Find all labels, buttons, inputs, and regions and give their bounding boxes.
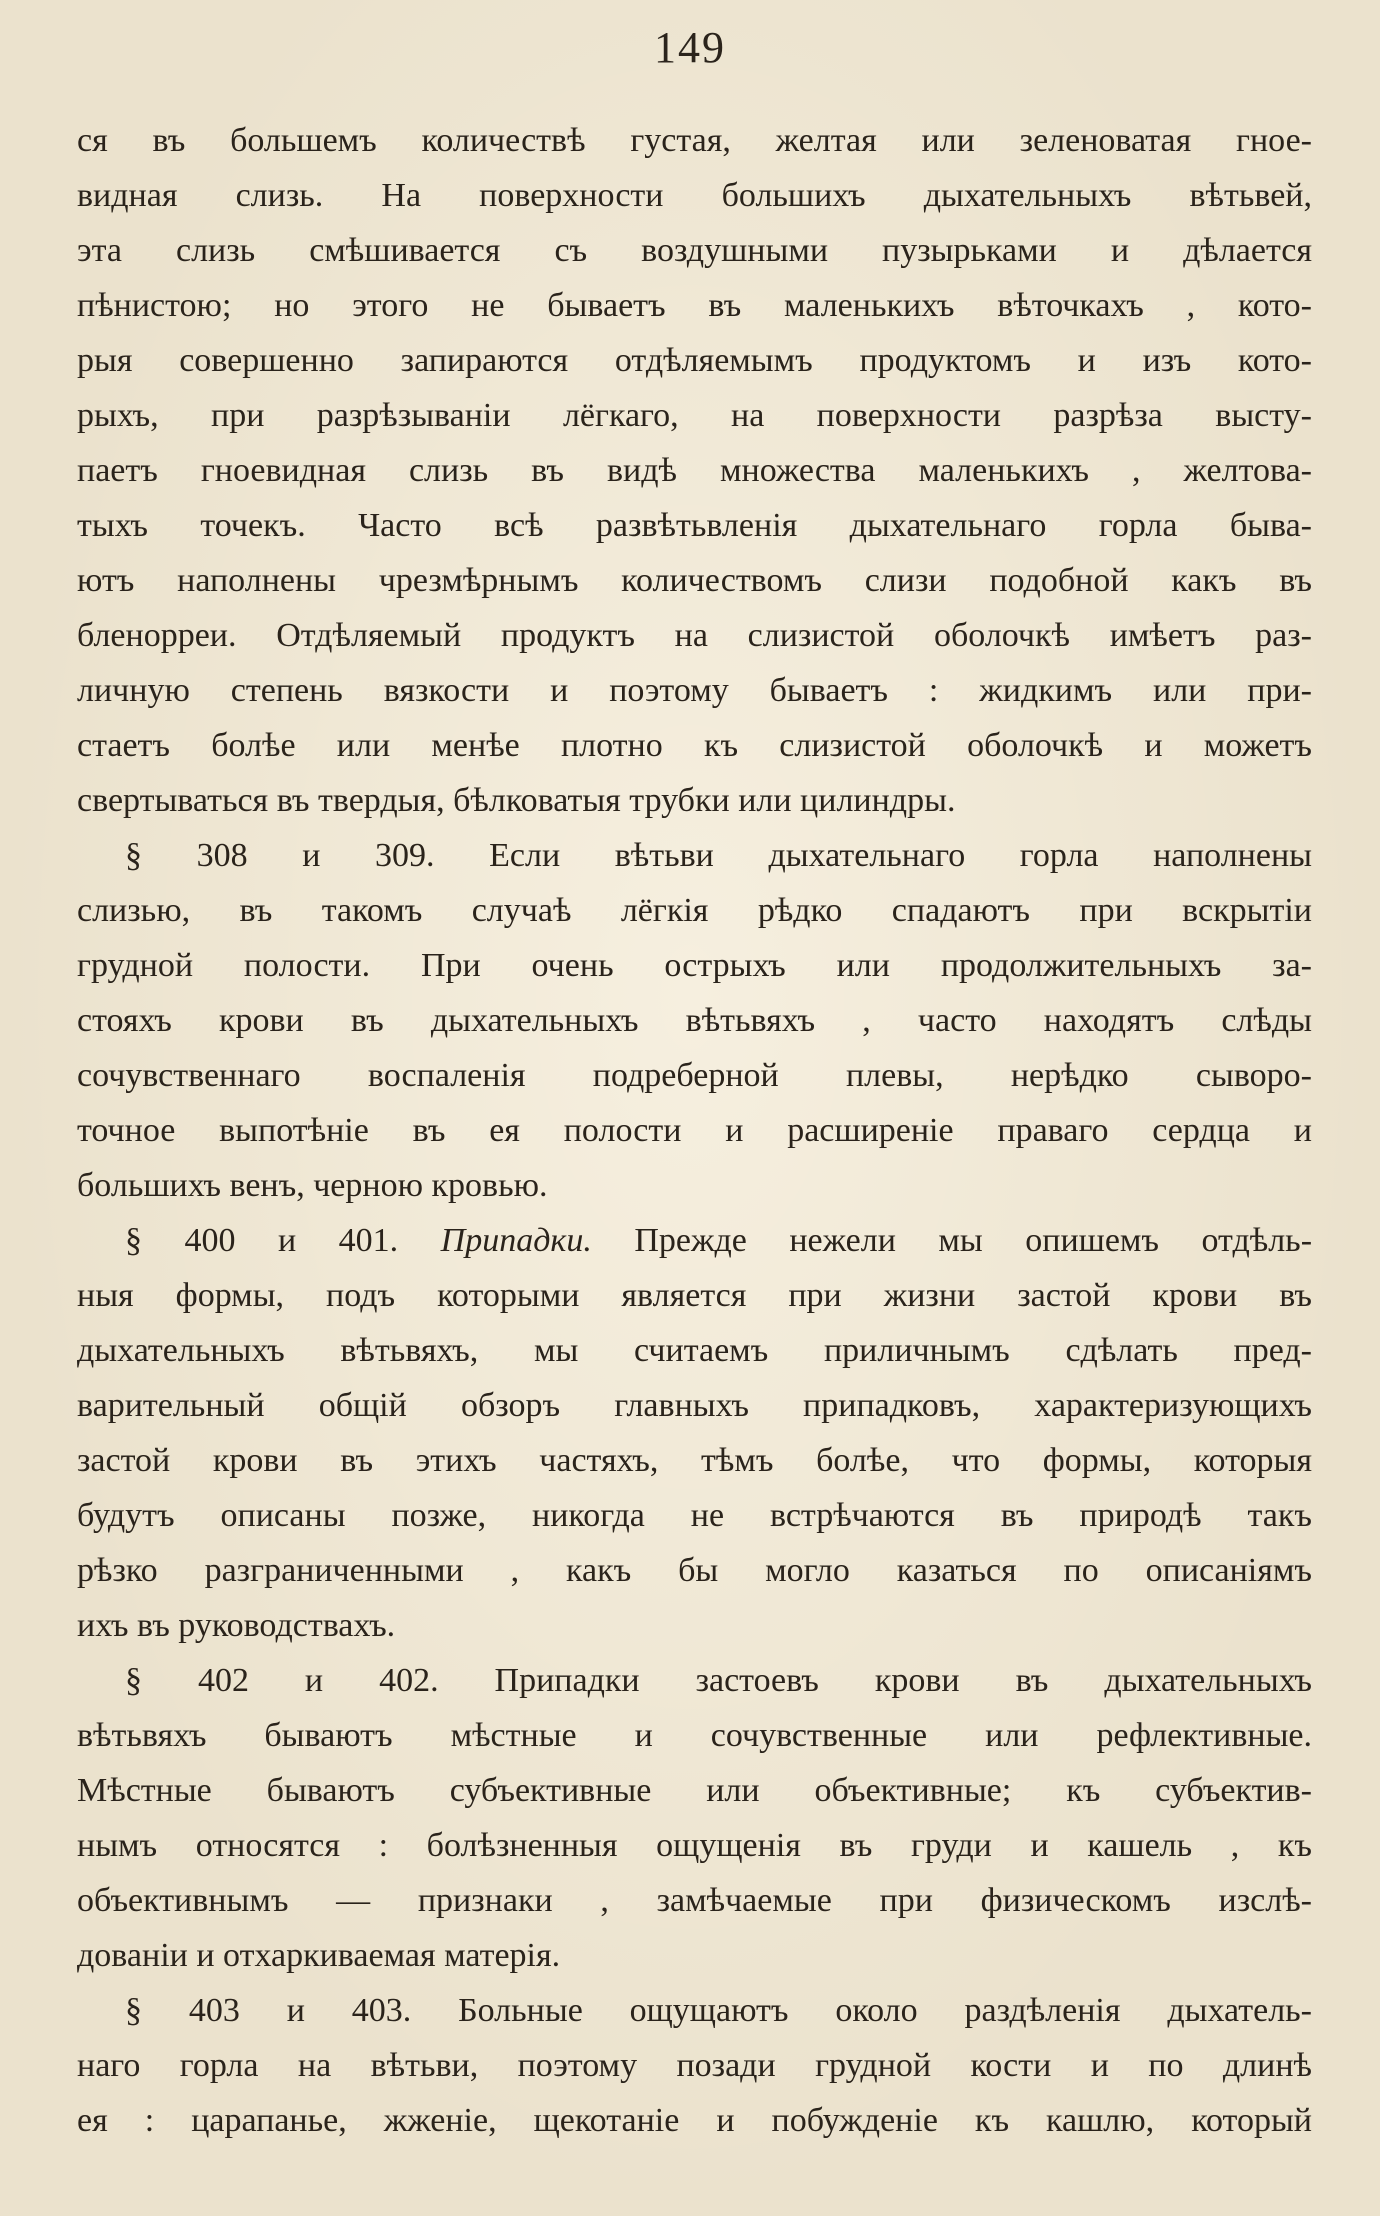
- text-line: вѣтьвяхъ бываютъ мѣстные и сочувственные или рефлективные.: [77, 1717, 1312, 1754]
- text-line: ихъ въ руководствахъ.: [77, 1607, 396, 1644]
- text-line: ея : царапанье, жженіе, щекотаніе и побужденіе къ кашлю, который: [77, 2102, 1312, 2139]
- text-line: ныя формы, подъ которыми является при жизни застой крови въ: [77, 1277, 1312, 1314]
- text-line: ютъ наполнены чрезмѣрнымъ количествомъ слизи подобной какъ въ: [77, 562, 1312, 599]
- section-heading-line: [77, 1213, 1312, 1268]
- text-line: рыя совершенно запираются отдѣляемымъ продуктомъ и изъ кото-: [77, 342, 1312, 379]
- text-line: бленорреи. Отдѣляемый продуктъ на слизистой оболочкѣ имѣетъ раз-: [77, 617, 1312, 654]
- text-line: большихъ венъ, черною кровью.: [77, 1167, 548, 1204]
- text-line: грудной полости. При очень острыхъ или продолжительныхъ за-: [77, 947, 1312, 984]
- text-line: эта слизь смѣшивается съ воздушными пузырьками и дѣлается: [77, 232, 1312, 269]
- text-line: Мѣстные бываютъ субъективные или объективные; къ субъектив-: [77, 1772, 1312, 1809]
- text-line: застой крови въ этихъ частяхъ, тѣмъ болѣе, что формы, которыя: [77, 1442, 1312, 1479]
- text-line: стояхъ крови въ дыхательныхъ вѣтьвяхъ , часто находятъ слѣды: [77, 1002, 1312, 1039]
- page-number: 149: [654, 23, 726, 72]
- text-line: слизью, въ такомъ случаѣ лёгкія рѣдко спадаютъ при вскрытіи: [77, 892, 1312, 929]
- text-line: рыхъ, при разрѣзываніи лёгкаго, на поверхности разрѣза высту-: [77, 397, 1312, 434]
- text-line: свертываться въ твердыя, бѣлковатыя трубки или цилиндры.: [77, 782, 956, 819]
- text-line: будутъ описаны позже, никогда не встрѣчаются въ природѣ такъ: [77, 1497, 1312, 1534]
- text-line: дованіи и отхаркиваемая матерія.: [77, 1937, 561, 1974]
- text-line: дыхательныхъ вѣтьвяхъ, мы считаемъ приличнымъ сдѣлать пред-: [77, 1332, 1312, 1369]
- text-line: ся въ большемъ количествѣ густая, желтая или зеленоватая гное-: [77, 122, 1312, 159]
- text-line: пѣнистою; но этого не бываетъ въ маленькихъ вѣточкахъ , кото-: [77, 287, 1312, 324]
- text-line: стаетъ болѣе или менѣе плотно къ слизистой оболочкѣ и можетъ: [77, 727, 1312, 764]
- body-text: [77, 113, 1312, 2148]
- text-line: точное выпотѣніе въ ея полости и расширеніе праваго сердца и: [77, 1112, 1312, 1149]
- section-heading-line: § 403 и 403. Больные ощущаютъ около раздѣленія дыхатель-: [125, 1992, 1312, 2029]
- text-line: объективнымъ — признаки , замѣчаемые при физическомъ изслѣ-: [77, 1882, 1312, 1919]
- text-line: личную степень вязкости и поэтому бываетъ : жидкимъ или при-: [77, 672, 1312, 709]
- text-line: нымъ относятся : болѣзненныя ощущенія въ груди и кашель , къ: [77, 1827, 1312, 1864]
- text-line: сочувственнаго воспаленія подреберной плевы, нерѣдко сыворо-: [77, 1057, 1312, 1094]
- text-line: рѣзко разграниченными , какъ бы могло казаться по описаніямъ: [77, 1552, 1312, 1589]
- text-line: видная слизь. На поверхности большихъ дыхательныхъ вѣтьвей,: [77, 177, 1312, 214]
- section-title: Припадки.: [440, 1222, 592, 1259]
- text-line: варительный общій обзоръ главныхъ припадковъ, характеризующихъ: [77, 1387, 1312, 1424]
- text-line: тыхъ точекъ. Часто всѣ развѣтьвленія дыхательнаго горла быва-: [77, 507, 1312, 544]
- section-number: § 400 и 401.: [125, 1222, 399, 1259]
- text-line: паетъ гноевидная слизь въ видѣ множества маленькихъ , желтова-: [77, 452, 1312, 489]
- section-heading-line: § 402 и 402. Припадки застоевъ крови въ дыхательныхъ: [125, 1662, 1312, 1699]
- section-lead: Прежде нежели мы опишемъ отдѣль-: [634, 1222, 1312, 1259]
- section-heading-line: § 308 и 309. Если вѣтьви дыхательнаго горла наполнены: [125, 837, 1312, 874]
- text-line: наго горла на вѣтьви, поэтому позади грудной кости и по длинѣ: [77, 2047, 1312, 2084]
